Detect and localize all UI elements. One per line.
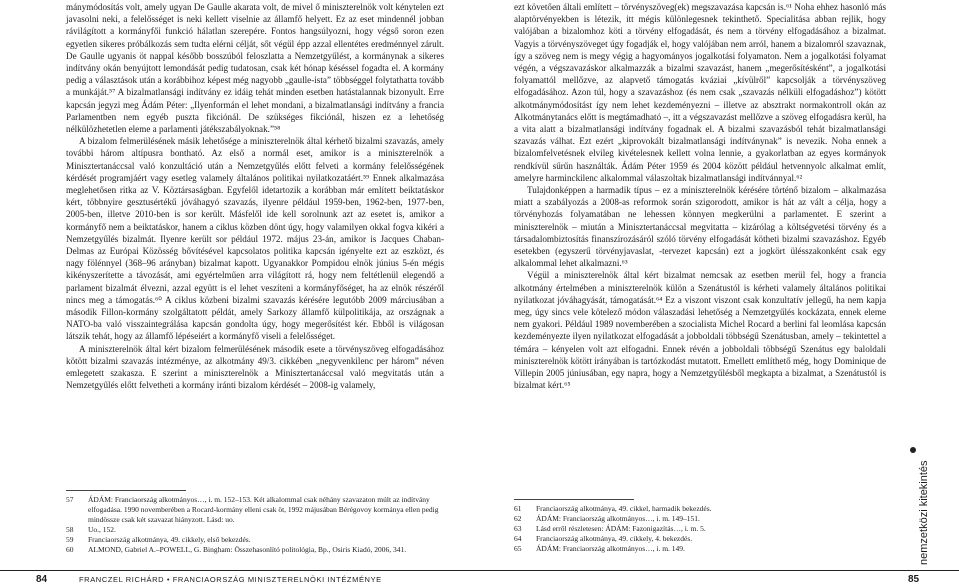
footnote [514,504,886,514]
footnote-number: 61 [514,504,522,513]
footnote-number: 57 [66,495,74,504]
footnote-text: ÁDÁM: Franciaország alkotmányos…, i. m. 152–153. Két alkalommal csak néhány szavazaton múlt az indítvány elfogadása. 1990 novemberében a Rocard-kormány elleni csak öt, 1992 májusában Bérégovoy kormánya ellen pedig mindössze csak két szavazat hiányzott. Lásd: uo. [88,495,439,524]
footnote-number: 58 [66,525,74,534]
footnote-number: 59 [66,535,74,544]
footnote-text: ÁDÁM: Franciaország alkotmányos…, i. m. 149. [536,544,685,553]
section-label-text: nemzetközi kitekintés [918,460,930,565]
paragraph: A bizalom felmerülésének másik lehetősége a miniszterelnök által kérhető bizalmi szavazás, amely további három altípusra bontható. Az első a normál eset, amikor is a miniszterelnök a Minisztertanáccsal való konzultáció után a Nemzetgyűlés előtt felveti a kormány felelősségének kérdését programjáért vagy esetleg valamely általános politikai nyilatkozatáért.⁵⁹ Ennek alkalmazása meglehetősen ritka az V. Köztársaságban. Egyfelől idetartozik a korábban már említett beiktatáskor kért, többnyire gesztusértékű jóváhagyó szavazás, ilyenre például 1959-ben, 1962-ben, 1977-ben, 2005-ben, illetve 2010-ben is sor került. Másfelől ide kell sorolnunk azt az esetet is, amikor a kormányfő nem a beiktatáskor, hanem a ciklus közben dönt úgy, hogy valamilyen okkal fogva kikéri a Nemzetgyűlés bizalmát. Ilyenre került sor például 1972. május 23-án, amikor is Jacques Chaban-Delmas az Európai Közösség bővítésével kapcsolatos politika kapcsán igényelte ezt az eszközt, és nagy fölénnyel (368–96 arányban) bizalmat kapott. Ugyanakkor Pompidou elnök június 5-én mégis kikényszerítette a távozását, ami egyértelműen arra világított rá, hogy nem feltétlenül elegendő a parlament bizalmát élvezni, azzal együtt is el lehet veszíteni a kormányfőséget, ha az elnök részéről nincs meg a támogatás.⁶⁰ A ciklus közbeni bizalmi szavazás kérésére legutóbb 2009 márciusában a második Fillon-kormány szolgáltatott példát, amely Sarkozy államfő külpolitikája, az országnak a NATO-ba való visszaintegrálása kapcsán gondolta úgy, hogy megerősítést kér. Ebből is világosan látszik tehát, hogy az államfő lépéseiért a kormányfő viseli a felelősséget. [66,136,444,342]
footnote-text: Franciaország alkotmánya, 49. cikkely, 4. bekezdés. [536,534,693,543]
footnote [514,524,886,534]
footnote-text: ÁDÁM: Franciaország alkotmányos…, i. m. 149–151. [536,514,700,523]
paragraph: Tulajdonképpen a harmadik típus – ez a miniszterelnök kérésére történő bizalom – alkalmazása miatt a szabályozás a 2008-as reformok során szigorodott, amikor is hát az vált a célja, hogy a törvényhozás folyamatában ne lehessen könnyen megkerülni a parlamentet. E szerint a miniszterelnök – miután a Minisztertanáccsal megvitatta – kizárólag a költségvetési törvény és a társadalombiztosítás finanszírozásáról szóló törvény elfogadását kötheti bizalmi szavazáshoz. Egyéb esetekben (egyszerű törvényjavaslat, -tervezet kapcsán) ezt a jogkört ülésszakonként csak egy alkalommal lehet alkalmazni.⁶³ [514,185,886,269]
footnote-text: Franciaország alkotmánya, 49. cikkely, első bekezdés. [88,535,251,544]
footnote [66,495,444,525]
paragraph: ezt követően általi említett – törvényszöveg(ek) megszavazása kapcsán is.⁶¹ Noha ehhez hasonló más alaptörvényekben is létezik, itt mégis különlegesnek tekinthető. Specialitása abban rejlik, hogy valójában a bizalomhoz köti a törvény elfogadását, és nem a törvény elfogadásához a bizalmat. Vagyis a törvényszöveget úgy fogadják el, hogy valójában nem arról, hanem a bizalomról szavaznak, így a szöveg nem is megy végig a hagyományos jogalkotási folyamaton. Nem a jogalkotási folyamat végén, a végszavazáskor alkalmazzák a bizalmi szavazást, hanem „megerősítésként”, a jogalkotási folyamattól mellőzve, az alapvető támogatás kváziai „kívülről” kapcsolják a törvényszöveg elfogadásához. Azon túl, hogy a szavazáshoz (és nem csak „szavazás nélküli elfogadáshoz”) kötött alkotmánymódosítást így nem lehet kezdeményezni – illetve az absztrakt normakontroll okán az Alkotmánytanács előtt is megtámadható –, itt a végszavazást mellőzve a szöveg elfogadásra kerül, ha a vita alatt a bizalmatlansági indítvány fogadnak el. A bizalmi szavazásból tehát bizalmatlansági szavazás válhat. Ezt ezért „kiprovokált bizalmatlansági indítványnak” is nevezik. Noha ennek a bizalomfelvetésnek elvileg kivételesnek kellett volna lennie, a gyakorlatban az egyes kormányok rendkívül sűrűn használták. Ádám Péter 1959 és 2004 között például hetvennyolc alkalmat említ, amelyre harminckilenc alkalommal válaszoltak bizalmatlansági indítvánnyal.⁶² [514,2,886,183]
right-column-text [514,1,886,392]
footnote [66,535,444,545]
left-column-text [66,1,444,392]
footnote [514,514,886,524]
right-footnotes [514,504,886,554]
footnote-number: 65 [514,544,522,553]
section-bullet-icon [910,447,916,453]
footer-rule [0,570,959,571]
footnote [514,544,886,554]
paragraph: mánymódosítás volt, amely ugyan De Gaulle akarata volt, de mivel ő miniszterelnök volt kénytelen ezt javasolni neki, a felelősséget is neki kellett viselnie az államfő helyett. Ez az eset mindennél jobban rávilágított a kormányfői funkció hálatlan szerepére. Fontos hangsúlyozni, hogy végső soron ezen egyetlen sikeres próbálkozás sem tudta elérni célját, sőt végül épp azzal ellentétes eredménnyel zárult. De Gaulle ugyanis öt nappal később bosszúból feloszlatta a Nemzetgyűlést, a kormánynak a sikeres indítvány okán benyújtott lemondását pedig tudatosan, csak két hónap késéssel fogadta el. A kormány pedig a választások után a korábbihoz képest még nagyobb „gaulle-ista” többséggel folytathatta tovább a munkáját.⁵⁷ A bizalmatlansági indítvány ez idáig tehát minden esetben hatástalannak bizonyult. Erre kapcsán jegyzi meg Ádám Péter: „Ilyenformán el lehet mondani, a bizalmatlansági indítvány a francia Parlamentben nem egyéb puszta fikciónál. De szükséges fikciónál, hiszen ez a lehetőség nélkülözhetetlen eleme a parlamenti játékszabályoknak.”⁵⁸ [66,2,444,135]
running-head: FRANCZEL RICHÁRD • FRANCIAORSZÁG MINISZTERELNÖKI INTÉZMÉNYE [79,575,382,584]
right-page-number: 85 [908,574,920,585]
footnote-text: Franciaország alkotmánya, 49. cikkel, harmadik bekezdés. [536,504,712,513]
paragraph: Végül a miniszterelnök által kért bizalmat nemcsak az esetben merül fel, hogy a francia alkotmány értelmében a miniszterelnök külön a Szenátustól is kérheti valamely általános politikai nyilatkozat jóváhagyását, támogatását.⁶⁴ Ez a viszont viszont csak konzultatív jellegű, ha nem kapja meg, úgy sincs vele kötelező módon válaszadási lehetőség a Nemzetgyűlés kockázata, ennek eleme nem gyakori. Például 1989 novemberében a szocialista Michel Rocard a berlini fal leomlása kapcsán kezdeményezte ilyen nyilatkozat elfogadását a jobboldali többségű Szenátusban, amely – tekintettel a témára – kényelen volt azt elfogadni. Ennek révén a jobboldali többségű Szenátus egy baloldali miniszterelnök kötött irányában is tartózkodást mutatott. Emellett említhető még, hogy Dominique de Villepin 2005 júniusában, egy napra, hogy a Nemzetgyűlésből megkapta a bizalmat, a Szenátustól is bizalmat kért.⁶⁵ [514,270,886,391]
footnote-number: 63 [514,524,522,533]
footnote-text: Uo., 152. [88,525,116,534]
footnote-text: Lásd erről részletesen: ÁDÁM: Fazonigazítás…, i. m. 5. [536,524,706,533]
footnote-number: 62 [514,514,522,523]
footnote [66,545,444,555]
footnote-number: 64 [514,534,522,543]
footnote-number: 60 [66,545,74,554]
footnote [514,534,886,544]
paragraph: A miniszterelnök által kért bizalom felmerülésének második esete a törvényszöveg elfogadásához kötött bizalmi szavazás intézménye, az alkotmány 49/3. cikkében „negyvenkilenc per három” néven emlegetett szakasza. E szerint a miniszterelnök a Minisztertanáccsal való megvitatás után a Nemzetgyűlés előtt felvetheti a kormány iránti bizalom kérdését – 2008-ig valamely, [66,343,444,391]
footnote-text: ALMOND, Gabriel A.–POWELL, G. Bingham: Összehasonlító politológia, Bp., Osiris Kiadó, 2006, 341. [88,545,407,554]
left-footnotes [66,495,444,555]
footnote [66,525,444,535]
section-label-vertical [906,457,930,565]
left-page-number: 84 [36,574,48,585]
footnote-rule [514,499,634,500]
footnote-rule [66,490,186,491]
